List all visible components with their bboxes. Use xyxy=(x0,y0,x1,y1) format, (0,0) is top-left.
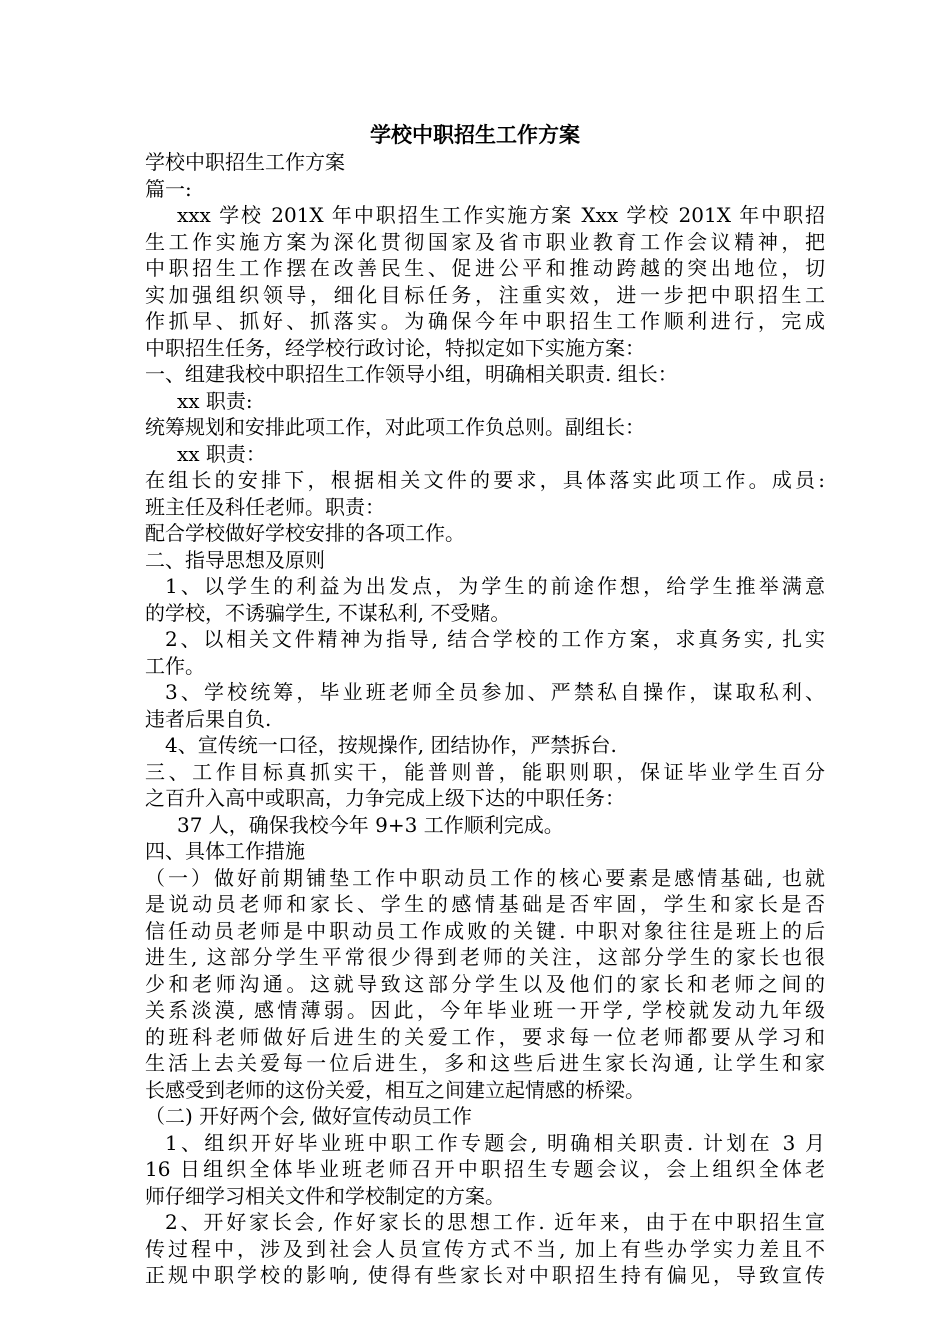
paragraph-line: 生活上去关爱每一位后进生，多和这些后进生家长沟通, 让学生和家 xyxy=(145,1051,825,1075)
paragraph-line: 1、以学生的利益为出发点，为学生的前途作想，给学生推举满意 xyxy=(165,574,825,598)
paragraph-line: 违者后果自负. xyxy=(145,706,272,731)
paragraph-line: 信任动员老师是中职动员工作成败的关键. 中职对象往往是班上的后 xyxy=(145,918,825,943)
paragraph-line: 是说动员老师和家长、学生的感情基础是否牢固，学生和家长是否 xyxy=(145,892,825,916)
paragraph-line: 长感受到老师的这份关爱，相互之间建立起情感的桥梁。 xyxy=(145,1077,645,1102)
paragraph-line: 2、开好家长会, 作好家长的思想工作. 近年来，由于在中职招生宣 xyxy=(165,1210,825,1234)
paragraph-line: 关系淡漠, 感情薄弱。因此，今年毕业班一开学, 学校就发动九年级 xyxy=(145,998,825,1022)
paragraph-line: （一）做好前期铺垫工作中职动员工作的核心要素是感情基础, 也就 xyxy=(145,865,825,890)
document-title: 学校中职招生工作方案 xyxy=(370,122,580,147)
paragraph-line: 3、学校统筹，毕业班老师全员参加、严禁私自操作，谋取私利、 xyxy=(165,680,825,704)
paragraph-line: 工作。 xyxy=(145,653,205,678)
paragraph-line: 作抓早、抓好、抓落实。为确保今年中职招生工作顺利进行，完成 xyxy=(145,309,825,333)
paragraph-line: 的学校，不诱骗学生, 不谋私利, 不受赌。 xyxy=(145,600,511,625)
paragraph-line: 统筹规划和安排此项工作，对此项工作负总则。副组长： xyxy=(145,415,645,439)
paragraph-line: 37 人，确保我校今年 9+3 工作顺利完成。 xyxy=(177,812,564,837)
paragraph-line: 的班科老师做好后进生的关爱工作，要求每一位老师都要从学习和 xyxy=(145,1024,825,1049)
paragraph-line: xx 职责: xyxy=(177,388,253,413)
paragraph-line: 生工作实施方案为深化贯彻国家及省市职业教育工作会议精神，把 xyxy=(145,229,825,254)
document-body xyxy=(145,149,825,1289)
paragraph-line: 篇一: xyxy=(145,176,192,201)
paragraph-line: xx 职责： xyxy=(177,441,266,466)
paragraph-line: 配合学校做好学校安排的各项工作。 xyxy=(145,521,465,545)
paragraph-line: 进生, 这部分学生平常很少得到老师的关注，这部分学生的家长也很 xyxy=(145,945,825,969)
paragraph-line: 在组长的安排下，根据相关文件的要求，具体落实此项工作。成员: xyxy=(145,468,825,492)
paragraph-line: 16 日组织全体毕业班老师召开中职招生专题会议，会上组织全体老 xyxy=(145,1157,825,1181)
paragraph-line: 班主任及科任老师。职责： xyxy=(145,494,385,519)
paragraph-line: 1、组织开好毕业班中职工作专题会, 明确相关职责. 计划在 3 月 xyxy=(165,1130,825,1155)
paragraph-line: 一、组建我校中职招生工作领导小组，明确相关职责. 组长： xyxy=(145,362,678,386)
paragraph-line: 三、工作目标真抓实干，能普则普，能职则职，保证毕业学生百分 xyxy=(145,759,825,784)
paragraph-line: 二、指导思想及原则 xyxy=(145,547,325,572)
paragraph-line: 四、具体工作措施 xyxy=(145,839,305,863)
paragraph-line: 之百升入高中或职高，力争完成上级下达的中职任务： xyxy=(145,786,625,810)
paragraph-line: 学校中职招生工作方案 xyxy=(145,150,345,174)
paragraph-line: 正规中职学校的影响, 使得有些家长对中职招生持有偏见，导致宣传 xyxy=(145,1263,825,1287)
paragraph-line: 少和老师沟通。这就导致这部分学生以及他们的家长和老师之间的 xyxy=(145,971,825,996)
paragraph-line: 中职招生工作摆在改善民生、促进公平和推动跨越的突出地位，切 xyxy=(145,256,825,280)
paragraph-line: 师仔细学习相关文件和学校制定的方案。 xyxy=(145,1183,505,1208)
paragraph-line: 4、宣传统一口径，按规操作, 团结协作，严禁拆台. xyxy=(165,733,617,757)
paragraph-line: （二) 开好两个会, 做好宣传动员工作 xyxy=(145,1104,472,1128)
paragraph-line: 传过程中，涉及到社会人员宣传方式不当, 加上有些办学实力差且不 xyxy=(145,1236,825,1261)
paragraph-line: 2、以相关文件精神为指导, 结合学校的工作方案，求真务实, 扎实 xyxy=(165,627,825,651)
paragraph-line: 实加强组织领导，细化目标任务，注重实效，进一步把中职招生工 xyxy=(145,282,825,307)
paragraph-line: 中职招生任务，经学校行政讨论，特拟定如下实施方案： xyxy=(145,335,645,360)
paragraph-line: xxx 学校 201X 年中职招生工作实施方案 Xxx 学校 201X 年中职招 xyxy=(177,203,825,227)
